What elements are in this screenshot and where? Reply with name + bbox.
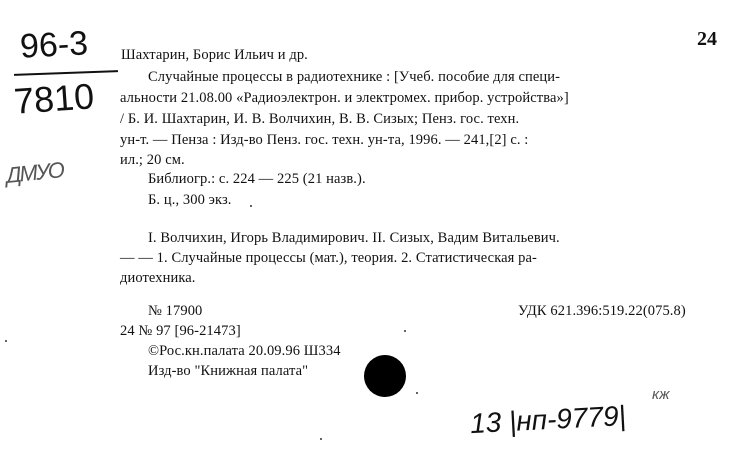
- stamp-blot: [364, 355, 406, 397]
- price-note: Б. ц., 300 экз.: [148, 192, 232, 208]
- footer-line-3: ©Рос.кн.палата 20.09.96 Ш334: [148, 343, 341, 359]
- scan-speck: [5, 340, 7, 342]
- bibliography-note: Библиогр.: с. 224 — 225 (21 назв.).: [148, 171, 366, 187]
- scan-speck: [320, 438, 322, 440]
- tracing-line-3: диотехника.: [120, 270, 196, 286]
- handwritten-bottom-right: 13 |нп-9779|: [469, 399, 627, 440]
- footer-line-2: 24 № 97 [96-21473]: [120, 323, 241, 339]
- handwritten-call-top: 96-3: [19, 24, 89, 66]
- call-underline: [14, 70, 118, 76]
- title-line-1: Случайные процессы в радиотехнике : [Учеб. пособие для специ-: [148, 69, 561, 85]
- title-line-4: ун-т. — Пенза : Изд-во Пенз. гос. техн. ун-та, 1996. — 241,[2] с. :: [120, 132, 529, 148]
- author-heading: Шахтарин, Борис Ильич и др.: [121, 47, 308, 63]
- scan-speck: [404, 330, 406, 332]
- handwritten-corner-mark: кж: [652, 386, 670, 403]
- udc-code: УДК 621.396:519.22(075.8): [518, 303, 686, 319]
- tracing-line-2: — — 1. Случайные процессы (мат.), теория. 2. Статистическая ра-: [120, 250, 537, 266]
- handwritten-call-bottom: 7810: [12, 75, 96, 122]
- scan-speck: [250, 205, 252, 207]
- title-line-3: / Б. И. Шахтарин, И. В. Волчихин, В. В. Сизых; Пенз. гос. техн.: [120, 111, 520, 127]
- title-line-2: альности 21.08.00 «Радиоэлектрон. и электромех. прибор. устройства»]: [120, 90, 569, 106]
- record-number: № 17900: [148, 303, 203, 319]
- card-number: 24: [697, 28, 717, 50]
- footer-line-4: Изд-во "Книжная палата": [148, 363, 309, 379]
- handwritten-left-mark: ДМУО: [4, 157, 65, 188]
- tracing-line-1: I. Волчихин, Игорь Владимирович. II. Сизых, Вадим Витальевич.: [148, 230, 560, 246]
- scan-speck: [416, 392, 418, 394]
- title-line-5: ил.; 20 см.: [120, 152, 185, 168]
